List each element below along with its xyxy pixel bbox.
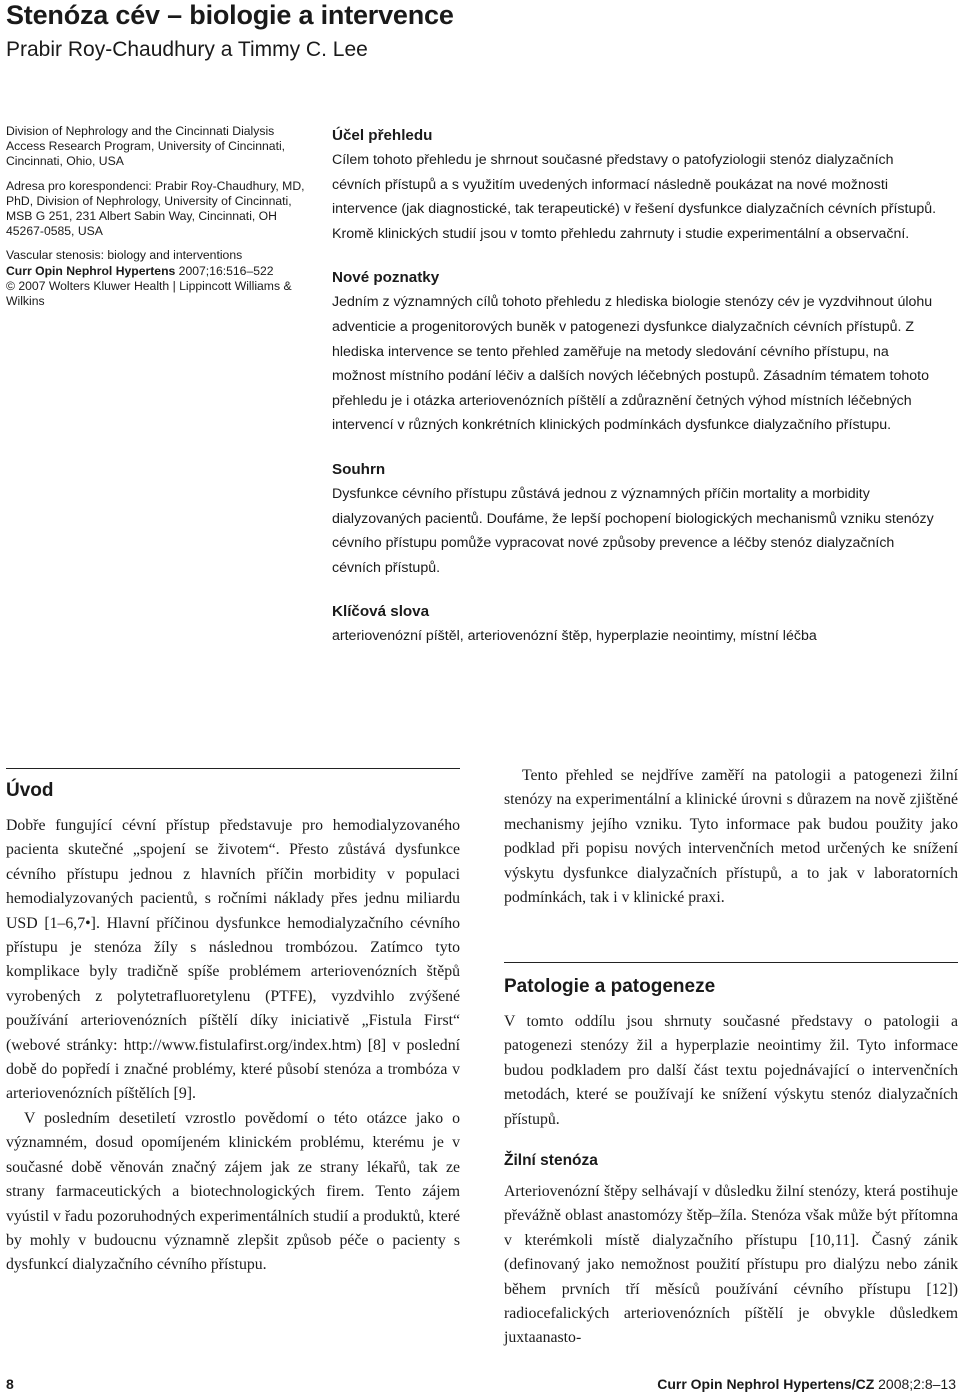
pathology-section <box>504 1010 958 1132</box>
right-column-intro <box>504 764 958 910</box>
journal-name: Curr Opin Nephrol Hypertens <box>6 263 176 278</box>
intro-paragraph-1: Dobře fungující cévní přístup představuje pro hemodialyzovaného pacienta skutečné „spojení se životem“. Přesto zůstává dysfunkce cévního přístupu jednou z hlavních příčin morbidity v populaci hemodialyzovaných pacientů, s ročními náklady přes jednu miliardu USD [1–6,7•]. Hlavní příčinou dysfunkce hemodialyzačního cévního přístupu je stenóza žíly s následnou trombózou. Zatímco tyto komplikace byly tradičně spíše problémem arteriovenózních štěpů vyrobených z polytetrafluoretylenu (PTFE), vyzdvihlo zvýšené používání arteriovenózních píštělí díky iniciativě „Fistula First“ (webové stránky: http://www.fistulafirst.org/index.htm) [8] v poslední době do popředí i značné problémy, které působí stenóza a trombóza v arteriovenózních píštělích [9]. <box>6 817 460 1103</box>
article-sidebar <box>6 124 306 318</box>
overview-paragraph: Tento přehled se nejdříve zaměří na patologii a patogenezi žilní stenózy na experimentální a klinické úrovni s důrazem na nově zjištěné mechanismy jejího vzniku. Tyto informace pak budou použity jako podklad při popisu nových intervenčních metod určených ke snížení výskytu dysfunkce dialyzačních přístupů, a to jak v laboratorních podmínkách, tak i v klinické praxi. <box>504 767 958 907</box>
venous-stenosis-section <box>504 1180 958 1351</box>
findings-heading: Nové poznatky <box>332 269 440 287</box>
keywords-heading: Klíčová slova <box>332 603 430 621</box>
purpose-heading: Účel přehledu <box>332 127 433 144</box>
citation-details: 2007;16:516–522 <box>175 263 274 278</box>
intro-paragraph-2: V posledním desetiletí vzrostlo povědomí o této otázce jako o významném, dosud opomíjeném klinickém problému, kterému je v současné době věnován značný zájem jak ze strany lékařů, tak ze strany farmaceutických a biotechnologických firem. Tento zájem vyústil v řadu pozoruhodných experimentálních studií a produktů, které by mohly v budoucnu významně zlepšit způsob péče o pacienty s dysfunkcí dialyzačního cévního přístupu. <box>6 1109 460 1274</box>
footer-issue: 2008;2:8–13 <box>874 1376 956 1392</box>
intro-heading: Úvod <box>6 780 54 801</box>
correspondence-address: Adresa pro korespondenci: Prabir Roy-Chaudhury, MD, PhD, Division of Nephrology, University of Cincinnati, MSB G 251, 231 Albert Sabin Way, Cincinnati, OH 45267-0585, USA <box>6 178 305 239</box>
purpose-text: Cílem tohoto přehledu je shrnout současné představy o patofyziologii stenóz dialyzačních cévních přístupů a s využitím uvedených informací následně poukázat na nové možnosti intervence (jak diagnostické, tak terapeutické) v řešení dysfunkce dialyzačních cévních přístupů. Kromě klinických studií jsou v tomto přehledu zahrnuty i studie experimentální a observační. <box>332 152 937 242</box>
page-number: 8 <box>6 1376 14 1392</box>
left-column <box>6 814 460 1278</box>
footer-citation <box>657 1376 956 1392</box>
citation-block <box>6 248 306 309</box>
left-column-rule <box>6 768 460 769</box>
summary-text: Dysfunkce cévního přístupu zůstává jednou z významných příčin mortality a morbidity dialyzovaných pacientů. Doufáme, že lepší pochopení biologických mechanismů vzniku stenózy cévního přístupu pomůže vypracovat nové způsoby prevence a léčby stenóz dialyzačních cévních přístupů. <box>332 485 934 576</box>
affiliation: Division of Nephrology and the Cincinnati Dialysis Access Research Program, University of Cincinnati, Cincinnati, Ohio, USA <box>6 124 286 169</box>
article-title: Stenóza cév – biologie a intervence <box>6 0 454 30</box>
venous-stenosis-heading: Žilní stenóza <box>504 1152 598 1169</box>
venous-stenosis-paragraph: Arteriovenózní štěpy selhávají v důsledku žilní stenózy, která postihuje převážně oblast anastomózy štěp–žíla. Stenóza však může být přítomna v kterémkoli místě dialyzačního přístupu [10,11]. Časný zánik (definovaný jako nemožnost použití přístupu pro dialýzu nebo zánik během prvních tří měsíců používání cévního přístupu [12]) radiocefalických arteriovenózních píštělí je obvykle důsledkem juxtaanasto- <box>504 1183 958 1347</box>
pathology-heading: Patologie a patogeneze <box>504 976 716 997</box>
summary-heading: Souhrn <box>332 460 386 478</box>
keywords-text: arteriovenózní píštěl, arteriovenózní štěp, hyperplazie neointimy, místní léčba <box>332 628 817 645</box>
right-column-rule <box>504 962 958 963</box>
pathology-paragraph: V tomto oddílu jsou shrnuty současné představy o patologii a patogenezi stenózy žil a hyperplazie neointimy žil. Tyto informace budou podkladem pro další část textu pojednávající o intervenčních metodách, které se používají ke snížení výskytu stenóz dialyzačních přístupů. <box>504 1013 958 1128</box>
copyright: © 2007 Wolters Kluwer Health | Lippincott Williams & Wilkins <box>6 278 292 309</box>
original-title: Vascular stenosis: biology and interventions <box>6 248 243 263</box>
abstract <box>332 124 944 649</box>
article-authors: Prabir Roy-Chaudhury a Timmy C. Lee <box>6 38 368 61</box>
footer-journal-name: Curr Opin Nephrol Hypertens/CZ <box>657 1376 875 1392</box>
findings-text: Jedním z významných cílů tohoto přehledu z hlediska biologie stenózy cév je vyzdvihnout úlohu adventicie a progenitorových buněk v patogenezi dysfunkce dialyzačních cévních přístupů. Z hlediska intervence se tento přehled zaměřuje na metody sledování cévního přístupu, na možnost místního podání léčiv a dalších nových léčebných postupů. Zásadním tématem tohoto přehledu je i otázka arteriovenózních píštělí a zdůraznění četných výhod místních léčebných intervencí v různých konkrétních klinických podmínkách dysfunkce dialyzačního přístupu. <box>332 294 933 434</box>
